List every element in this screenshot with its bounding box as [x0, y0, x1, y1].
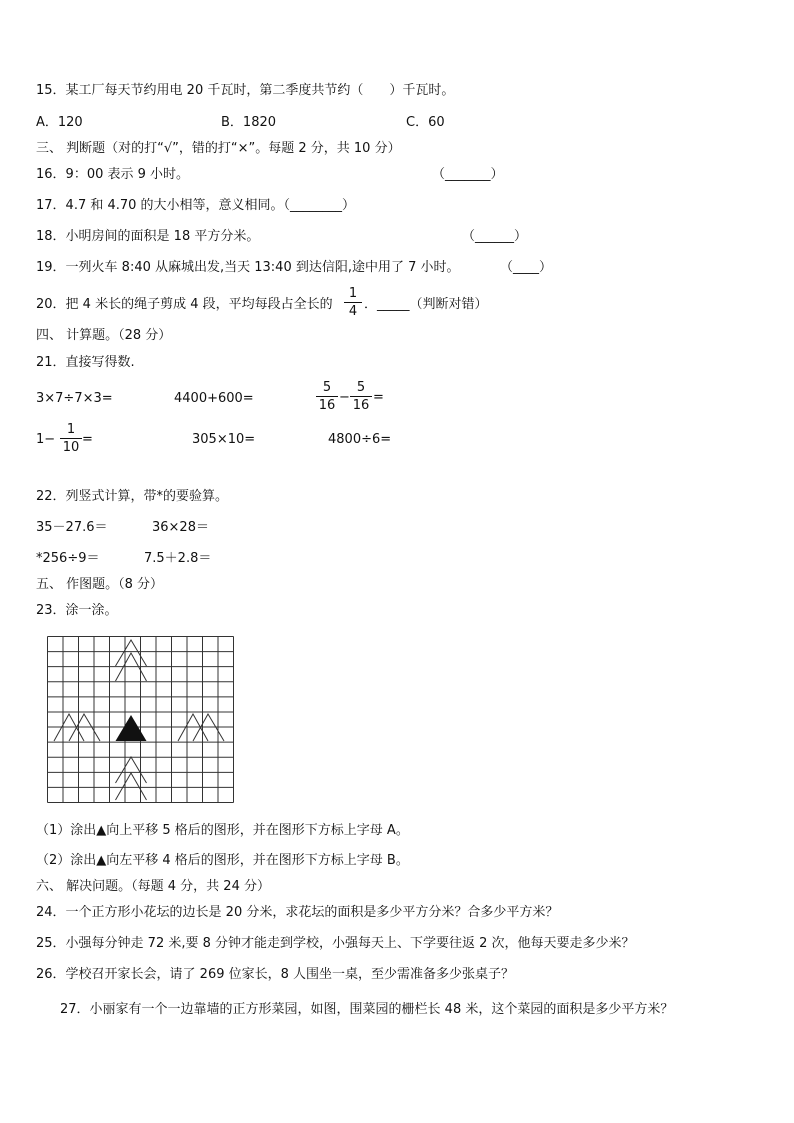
- q21-expr-1: 3×7÷7×3=: [36, 391, 113, 406]
- fraction-bar: [316, 396, 338, 397]
- q15-text: 15．某工厂每天节约用电 20 千瓦时，第二季度共节约（ ）千瓦时。: [36, 83, 455, 98]
- q20-frac-num: 1: [348, 286, 358, 301]
- q20-fraction: [344, 286, 362, 319]
- q16-text: 16．9：00 表示 9 小时。: [36, 167, 190, 182]
- q21-expr-6: 4800÷6=: [328, 432, 392, 447]
- fraction-bar: [60, 438, 82, 439]
- filled-triangle: [116, 715, 147, 741]
- q21-e3-den-1: 16: [318, 398, 336, 413]
- q22-expr-4: 7.5＋2.8＝: [144, 551, 212, 566]
- fraction-bar: [344, 302, 362, 303]
- grid-figure: [46, 635, 236, 805]
- grid-lines: [48, 637, 234, 803]
- section3-title: 三、 判断题（对的打“√”，错的打“×”。每题 2 分，共 10 分）: [36, 141, 401, 156]
- q21-e3-num-2: 5: [356, 380, 366, 395]
- section6-title: 六、 解决问题。（每题 4 分，共 24 分）: [36, 879, 270, 894]
- q21-e3-den-2: 16: [352, 398, 370, 413]
- q20-text: 20．把 4 米长的绳子剪成 4 段，平均每段占全长的: [36, 297, 333, 312]
- q23-title: 23．涂一涂。: [36, 603, 118, 618]
- q21-e3-num-1: 5: [322, 380, 332, 395]
- q27-text: 27．小丽家有一个一边靠墙的正方形菜园，如图，围菜园的栅栏长 48 米，这个菜园的面积是多少平方米？: [60, 1002, 674, 1017]
- q19-answer-blank: （____）: [500, 260, 553, 275]
- q22-expr-3: *256÷9＝: [36, 551, 100, 566]
- section4-title: 四、 计算题。（28 分）: [36, 328, 172, 343]
- q21-expr-2: 4400+600=: [174, 391, 254, 406]
- fraction-bar: [350, 396, 372, 397]
- q21-e4-den: 10: [62, 440, 80, 455]
- q18-text: 18．小明房间的面积是 18 平方分米。: [36, 229, 260, 244]
- q21-e4-num: 1: [66, 422, 76, 437]
- q23-sub1: （1）涂出▲向上平移 5 格后的图形，并在图形下方标上字母 A。: [36, 823, 409, 838]
- q21-expr-4-eq: =: [82, 432, 93, 447]
- section5-title: 五、 作图题。（8 分）: [36, 577, 164, 592]
- q20-text-after: ．_____（判断对错）: [364, 297, 488, 312]
- q22-expr-1: 35－27.6＝: [36, 520, 108, 535]
- q21-expr-4-prefix: 1−: [36, 432, 56, 447]
- shape-outline-up: [116, 640, 147, 681]
- q21-expr-3-frac-2: [350, 380, 372, 413]
- q15-option-c: C．60: [406, 115, 445, 130]
- q24-text: 24．一个正方形小花坛的边长是 20 分米，求花坛的面积是多少平方分米？合多少平方米？: [36, 905, 559, 920]
- q22-title: 22．列竖式计算，带*的要验算。: [36, 489, 229, 504]
- shape-outline-down: [116, 757, 147, 800]
- q21-title: 21．直接写得数.: [36, 355, 135, 370]
- q22-expr-2: 36×28＝: [152, 520, 209, 535]
- q21-expr-4-frac: [60, 422, 82, 455]
- q21-expr-3-eq: =: [373, 390, 384, 405]
- q21-expr-5: 305×10=: [192, 432, 256, 447]
- q20-frac-den: 4: [348, 304, 358, 319]
- q15-option-a: A．120: [36, 115, 83, 130]
- q26-text: 26．学校召开家长会，请了 269 位家长，8 人围坐一桌，至少需准备多少张桌子？: [36, 967, 515, 982]
- q21-expr-3-op: −: [339, 390, 350, 405]
- q19-text: 19．一列火车 8:40 从麻城出发,当天 13:40 到达信阳,途中用了 7 小时。: [36, 260, 460, 275]
- q17-text: 17．4.7 和 4.70 的大小相等，意义相同。（________）: [36, 198, 356, 213]
- q25-text: 25．小强每分钟走 72 米,要 8 分钟才能走到学校，小强每天上、下学要往返 2 次，他每天要走多少米？: [36, 936, 635, 951]
- q15-option-b: B．1820: [221, 115, 277, 130]
- q18-answer-blank: （______）: [462, 229, 528, 244]
- q16-answer-blank: （_______）: [432, 167, 504, 182]
- q21-expr-3-frac-1: [316, 380, 338, 413]
- q23-sub2: （2）涂出▲向左平移 4 格后的图形，并在图形下方标上字母 B。: [36, 853, 409, 868]
